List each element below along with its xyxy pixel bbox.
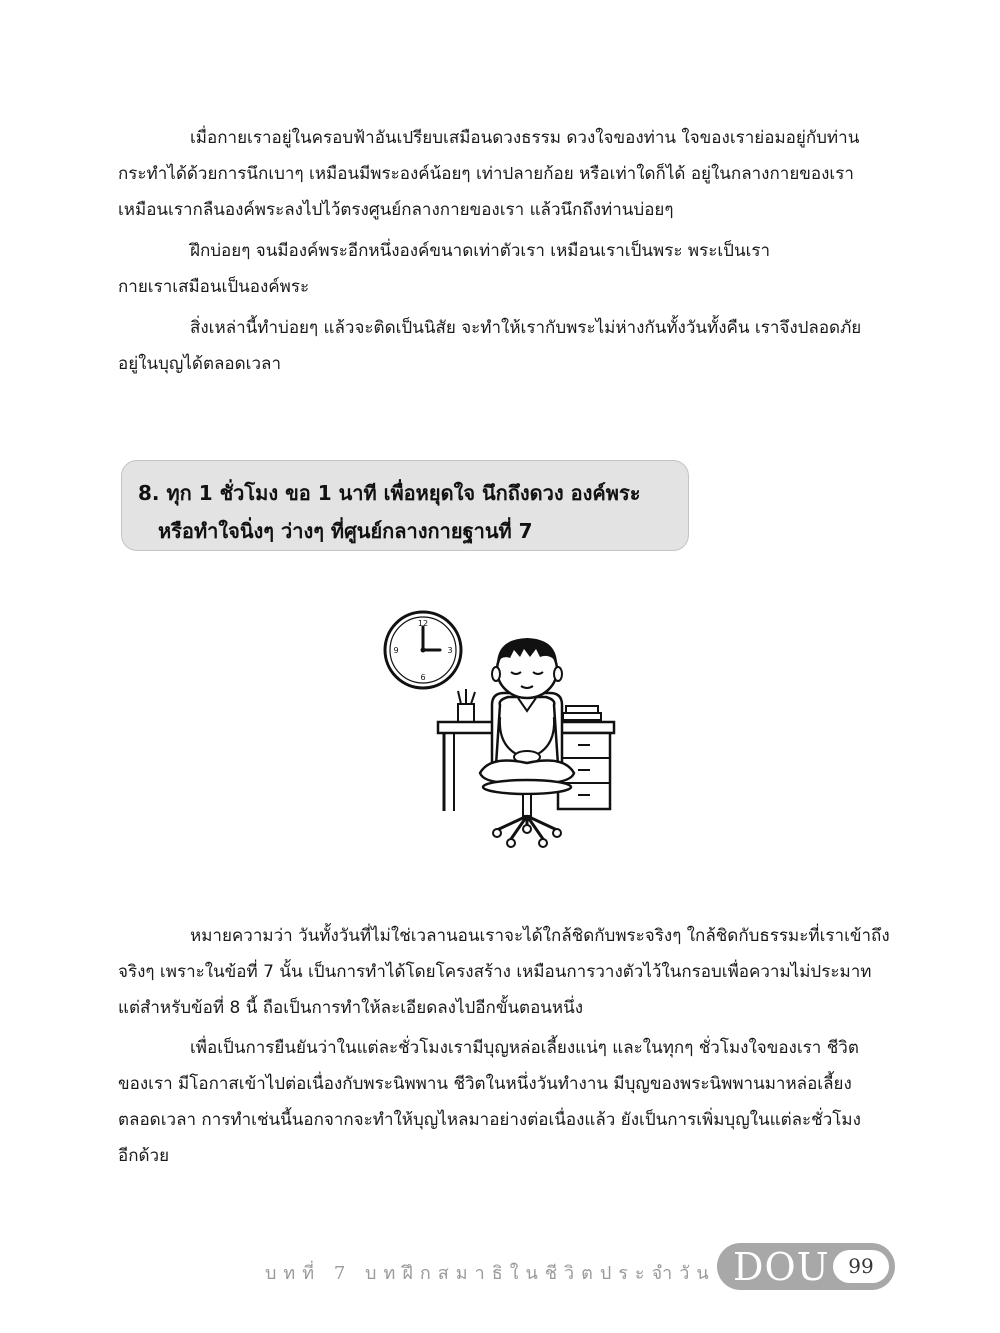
text-line: หมายความว่า วันทั้งวันที่ไม่ใช่เวลานอนเราจะได้ใกล้ชิดกับพระจริงๆ ใกล้ชิดกับธรรมะที่เราเข้าถึง [190, 926, 890, 946]
paragraph-body-2 [118, 1030, 894, 1174]
text-line: อยู่ในบุญได้ตลอดเวลา [118, 354, 281, 374]
page-number: 99 [833, 1250, 889, 1283]
text-line: จริงๆ เพราะในข้อที่ 7 นั้น เป็นการทำได้โดยโครงสร้าง เหมือนการวางตัวไว้ในกรอบเพื่อความไม่ประมาท [118, 962, 872, 982]
section-heading-box [121, 460, 689, 551]
heading-line-1: 8. ทุก 1 ชั่วโมง ขอ 1 นาที เพื่อหยุดใจ นึกถึงดวง องค์พระ [138, 481, 641, 505]
clock-numeral-3: 3 [447, 646, 453, 655]
footer-chapter-title: บทที่ 7 บทฝึกสมาธิในชีวิตประจำวัน [265, 1263, 716, 1284]
text-line: เหมือนเรากลืนองค์พระลงไปไว้ตรงศูนย์กลางกายของเรา แล้วนึกถึงท่านบ่อยๆ [118, 200, 674, 220]
text-line: ตลอดเวลา การทำเช่นนี้นอกจากจะทำให้บุญไหลมาอย่างต่อเนื่องแล้ว ยังเป็นการเพิ่มบุญในแต่ละชั่วโมง [118, 1110, 861, 1130]
paragraph-intro-3 [118, 310, 894, 382]
paragraph-body-1 [118, 918, 894, 1026]
footer-badge [717, 1243, 895, 1290]
heading-line-2: หรือทำใจนิ่งๆ ว่างๆ ที่ศูนย์กลางกายฐานที่ 7 [158, 519, 533, 543]
text-line: กระทำได้ด้วยการนึกเบาๆ เหมือนมีพระองค์น้อยๆ เท่าปลายก้อย หรือเท่าใดก็ได้ อยู่ในกลางกายของเรา [118, 164, 854, 184]
paragraph-intro-2 [118, 233, 894, 305]
clock-numeral-6: 6 [420, 673, 426, 682]
chair-base [483, 780, 571, 847]
text-line: กายเราเสมือนเป็นองค์พระ [118, 277, 310, 297]
books-icon [563, 706, 601, 720]
text-line: เมื่อกายเราอยู่ในครอบฟ้าอันเปรียบเสมือนดวงธรรม ดวงใจของท่าน ใจของเราย่อมอยู่กับท่าน [190, 128, 860, 148]
clock-icon [385, 612, 461, 688]
pencil-cup-icon [458, 689, 475, 722]
footer-brand: DOU [733, 1245, 830, 1289]
meditation-illustration [380, 605, 620, 855]
clock-numeral-12: 12 [417, 619, 429, 628]
text-line: ของเรา มีโอกาสเข้าไปต่อเนื่องกับพระนิพพาน ชีวิตในหนึ่งวันทำงาน มีบุญของพระนิพพานมาหล่อเลี้ยง [118, 1074, 852, 1094]
clock-numeral-9: 9 [393, 646, 399, 655]
text-line: อีกด้วย [118, 1146, 170, 1166]
paragraph-intro-1 [118, 120, 894, 228]
text-line: ฝึกบ่อยๆ จนมีองค์พระอีกหนึ่งองค์ขนาดเท่าตัวเรา เหมือนเราเป็นพระ พระเป็นเรา [190, 241, 771, 261]
text-line: เพื่อเป็นการยืนยันว่าในแต่ละชั่วโมงเรามีบุญหล่อเลี้ยงแน่ๆ และในทุกๆ ชั่วโมงใจของเรา ชีวิต [190, 1038, 859, 1058]
text-line: สิ่งเหล่านี้ทำบ่อยๆ แล้วจะติดเป็นนิสัย จะทำให้เรากับพระไม่ห่างกันทั้งวันทั้งคืน เราจึงปลอดภัย [190, 318, 862, 338]
text-line: แต่สำหรับข้อที่ 8 นี้ ถือเป็นการทำให้ละเอียดลงไปอีกขั้นตอนหนึ่ง [118, 998, 584, 1018]
